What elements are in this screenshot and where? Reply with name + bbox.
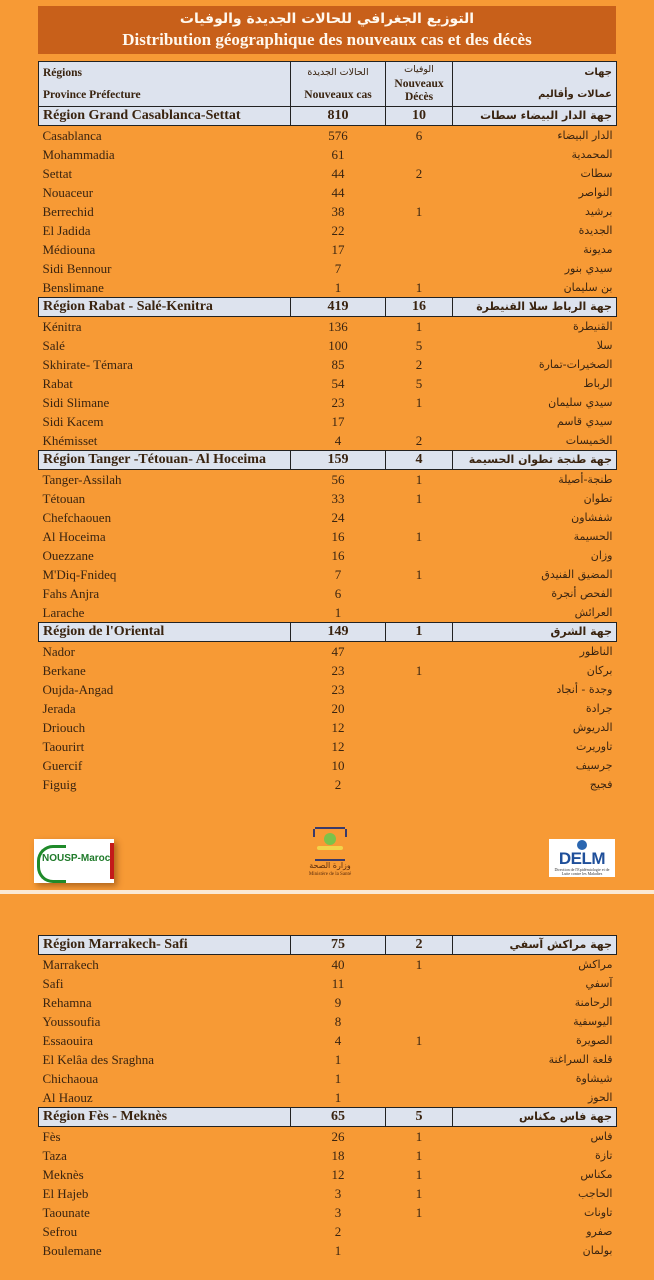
- delm-logo-text: DELM: [558, 849, 606, 868]
- province-name-fr: Sidi Slimane: [42, 395, 110, 410]
- province-deaths: 1: [415, 1129, 423, 1144]
- distribution-table-part-1: [38, 61, 617, 794]
- province-row: [39, 374, 617, 393]
- province-deaths: [386, 1012, 453, 1031]
- region-name-ar: جهة الدار البيضاء سطات: [453, 107, 617, 126]
- province-name-ar: الصويرة: [575, 1034, 613, 1047]
- region-deaths: 2: [386, 936, 453, 955]
- title-french: Distribution géographique des nouveaux cas et des décès: [122, 30, 532, 49]
- province-name-ar: صفرو: [586, 1225, 613, 1238]
- delm-subtitle: Direction de l'Epidémiologie et de Lutte contre les Maladies: [554, 867, 610, 876]
- province-name-ar: بن سليمان: [563, 281, 613, 294]
- province-cases: 40: [331, 957, 345, 972]
- province-cases: 44: [331, 185, 345, 200]
- province-name-fr: Al Hoceima: [42, 529, 106, 544]
- province-deaths: [386, 718, 453, 737]
- province-cases: 12: [331, 1167, 345, 1182]
- province-deaths: 1: [415, 1167, 423, 1182]
- region-name-fr: Région Rabat - Salé-Kenitra: [39, 298, 291, 317]
- province-name-fr: Oujda-Angad: [42, 682, 114, 697]
- province-row: [39, 259, 617, 278]
- nousp-logo: [34, 839, 114, 883]
- province-deaths: 1: [415, 1186, 423, 1201]
- region-name-ar: جهة طنجة تطوان الحسيمة: [453, 451, 617, 470]
- province-deaths: 1: [415, 1033, 423, 1048]
- province-name-ar: شفشاون: [571, 511, 613, 524]
- header-regions-fr: Régions: [43, 67, 82, 79]
- region-name-fr: Région Fès - Meknès: [39, 1108, 291, 1127]
- province-cases: 4: [334, 433, 342, 448]
- province-name-fr: Marrakech: [42, 957, 99, 972]
- province-row: [39, 756, 617, 775]
- province-name-ar: الدريوش: [572, 721, 613, 734]
- province-cases: 9: [334, 995, 342, 1010]
- province-name-ar: شيشاوة: [575, 1072, 613, 1085]
- province-name-fr: Meknès: [42, 1167, 84, 1182]
- province-name-ar: الحسيمة: [573, 530, 613, 543]
- region-cases: 65: [291, 1108, 386, 1127]
- province-name-ar: وجدة - أنجاد: [556, 683, 613, 696]
- province-name-fr: El Jadida: [42, 223, 91, 238]
- province-cases: 136: [328, 319, 348, 334]
- province-name-fr: Sidi Bennour: [42, 261, 112, 276]
- region-name-ar: جهة مراكش آسفي: [453, 936, 617, 955]
- province-row: [39, 1031, 617, 1050]
- province-deaths: [386, 412, 453, 431]
- province-deaths: [386, 1088, 453, 1108]
- province-row: [39, 126, 617, 146]
- province-name-fr: El Kelâa des Sraghna: [42, 1052, 155, 1067]
- province-name-fr: Sefrou: [42, 1224, 78, 1239]
- title-banner: [38, 6, 616, 54]
- province-name-fr: Salé: [42, 338, 65, 353]
- province-name-ar: الفحص أنجرة: [551, 587, 613, 600]
- province-row: [39, 508, 617, 527]
- province-cases: 61: [331, 147, 345, 162]
- province-name-ar: الحاجب: [578, 1187, 613, 1200]
- nousp-arc-icon: [37, 845, 66, 883]
- header-deaths: [386, 62, 453, 107]
- region-deaths: 16: [386, 298, 453, 317]
- province-deaths: 1: [415, 1205, 423, 1220]
- province-name-fr: Skhirate- Témara: [42, 357, 133, 372]
- province-row: [39, 1012, 617, 1031]
- province-row: [39, 546, 617, 565]
- ministry-name-ar: وزارة الصحة: [309, 861, 351, 870]
- province-row: [39, 317, 617, 337]
- province-deaths: [386, 240, 453, 259]
- province-deaths: [386, 993, 453, 1012]
- province-name-fr: El Hajeb: [42, 1186, 89, 1201]
- province-cases: 3: [334, 1205, 342, 1220]
- province-deaths: [386, 1050, 453, 1069]
- province-cases: 6: [334, 586, 342, 601]
- province-deaths: [386, 546, 453, 565]
- province-name-ar: سيدي سليمان: [548, 396, 613, 409]
- province-cases: 23: [331, 682, 345, 697]
- header-regions-ar-cell: [453, 62, 617, 107]
- province-row: [39, 584, 617, 603]
- province-deaths: 5: [415, 338, 423, 353]
- province-cases: 3: [334, 1186, 342, 1201]
- province-cases: 7: [334, 567, 342, 582]
- province-deaths: 1: [415, 491, 423, 506]
- province-name-ar: وزان: [590, 549, 613, 562]
- province-name-fr: Youssoufia: [42, 1014, 101, 1029]
- province-row: [39, 164, 617, 183]
- province-name-ar: سلا: [596, 339, 613, 352]
- province-deaths: [386, 1241, 453, 1260]
- logos-bar: [0, 835, 654, 885]
- province-cases: 38: [331, 204, 345, 219]
- province-name-ar: القنيطرة: [573, 320, 613, 333]
- province-cases: 26: [331, 1129, 345, 1144]
- province-name-ar: الخميسات: [565, 434, 613, 447]
- province-name-fr: Chichaoua: [42, 1071, 99, 1086]
- nousp-flag-bar: [110, 843, 114, 879]
- region-deaths: 5: [386, 1108, 453, 1127]
- province-name-fr: Khémisset: [42, 433, 98, 448]
- province-name-ar: آسفي: [585, 977, 613, 990]
- province-name-fr: Figuig: [42, 777, 77, 792]
- province-name-ar: المحمدية: [571, 148, 613, 161]
- province-name-fr: Berrechid: [42, 204, 94, 219]
- province-name-fr: Taza: [42, 1148, 67, 1163]
- province-name-fr: Al Haouz: [42, 1090, 93, 1105]
- province-deaths: [386, 508, 453, 527]
- province-row: [39, 661, 617, 680]
- title-arabic: التوزيع الجغرافي للحالات الجديدة والوفيات: [179, 11, 475, 27]
- province-name-ar: جرادة: [585, 702, 613, 715]
- region-name-ar: جهة الشرق: [453, 623, 617, 642]
- region-row: [39, 298, 617, 317]
- province-deaths: 5: [415, 376, 423, 391]
- province-name-fr: Settat: [42, 166, 73, 181]
- region-deaths: 4: [386, 451, 453, 470]
- page-separator: [0, 890, 654, 894]
- province-name-ar: مكناس: [580, 1168, 613, 1181]
- province-name-ar: الصخيرات-تمارة: [538, 358, 613, 371]
- province-name-ar: بولمان: [582, 1244, 613, 1257]
- province-name-ar: الحوز: [587, 1091, 613, 1104]
- province-row: [39, 393, 617, 412]
- province-row: [39, 565, 617, 584]
- province-cases: 24: [331, 510, 345, 525]
- province-name-ar: الناظور: [579, 645, 613, 658]
- nousp-logo-text: NOUSP-Maroc: [42, 853, 111, 864]
- province-cases: 2: [334, 777, 342, 792]
- province-deaths: 1: [415, 529, 423, 544]
- province-cases: 2: [334, 1224, 342, 1239]
- province-cases: 17: [331, 414, 345, 429]
- province-name-ar: تطوان: [583, 492, 613, 505]
- province-name-fr: Larache: [42, 605, 85, 620]
- ministry-logo: [300, 827, 360, 885]
- province-deaths: 1: [415, 663, 423, 678]
- province-row: [39, 680, 617, 699]
- province-cases: 7: [334, 261, 342, 276]
- header-cases: [291, 62, 386, 107]
- province-deaths: [386, 756, 453, 775]
- province-row: [39, 183, 617, 202]
- region-name-ar: جهة الرباط سلا القنيطرة: [453, 298, 617, 317]
- province-row: [39, 221, 617, 240]
- province-name-fr: Kénitra: [42, 319, 82, 334]
- province-name-ar: النواصر: [578, 186, 613, 199]
- province-name-fr: Essaouira: [42, 1033, 94, 1048]
- header-cases-ar: الحالات الجديدة: [307, 67, 369, 78]
- province-name-fr: Benslimane: [42, 280, 104, 295]
- province-name-ar: بركان: [586, 664, 613, 677]
- province-name-fr: Safi: [42, 976, 64, 991]
- province-row: [39, 737, 617, 756]
- region-row: [39, 1108, 617, 1127]
- province-row: [39, 1050, 617, 1069]
- province-deaths: [386, 603, 453, 623]
- province-name-fr: Nador: [42, 644, 75, 659]
- header-deaths-ar: الوفيات: [404, 64, 434, 75]
- region-name-fr: Région Grand Casablanca-Settat: [39, 107, 291, 126]
- province-name-fr: Mohammadia: [42, 147, 115, 162]
- header-regions: [39, 62, 291, 107]
- header-province-ar: عمالات وأقاليم: [538, 89, 612, 100]
- province-name-ar: جرسيف: [575, 759, 613, 772]
- province-name-fr: Chefchaouen: [42, 510, 112, 525]
- ministry-name-fr: Ministère de la Santé: [308, 872, 352, 877]
- header-regions-ar: جهات: [584, 67, 612, 78]
- province-name-fr: Fès: [42, 1129, 61, 1144]
- region-cases: 810: [291, 107, 386, 126]
- province-row: [39, 642, 617, 662]
- province-deaths: 1: [415, 280, 423, 295]
- province-name-fr: Berkane: [42, 663, 86, 678]
- province-cases: 23: [331, 395, 345, 410]
- province-name-fr: Sidi Kacem: [42, 414, 104, 429]
- province-cases: 56: [331, 472, 345, 487]
- province-cases: 1: [334, 280, 342, 295]
- province-deaths: 2: [415, 166, 423, 181]
- header-cases-fr: Nouveaux cas: [304, 89, 372, 101]
- province-name-fr: Taounate: [42, 1205, 90, 1220]
- province-deaths: 1: [415, 319, 423, 334]
- province-cases: 1: [334, 1243, 342, 1258]
- province-cases: 1: [334, 1090, 342, 1105]
- province-deaths: 6: [415, 128, 423, 143]
- province-cases: 20: [331, 701, 345, 716]
- province-name-ar: الرباط: [583, 377, 613, 390]
- province-deaths: 2: [415, 357, 423, 372]
- province-cases: 11: [331, 976, 345, 991]
- region-cases: 159: [291, 451, 386, 470]
- province-name-ar: الرحامنة: [574, 996, 613, 1009]
- province-name-fr: Driouch: [42, 720, 86, 735]
- province-row: [39, 412, 617, 431]
- province-name-fr: Guercif: [42, 758, 83, 773]
- province-row: [39, 1165, 617, 1184]
- table-header-row: [39, 62, 617, 107]
- region-row: [39, 107, 617, 126]
- province-name-ar: سطات: [580, 167, 613, 180]
- province-name-ar: المضيق الفنيدق: [541, 568, 613, 581]
- province-row: [39, 1184, 617, 1203]
- province-cases: 22: [331, 223, 345, 238]
- province-row: [39, 993, 617, 1012]
- province-cases: 16: [331, 529, 345, 544]
- province-name-fr: M'Diq-Fnideq: [42, 567, 117, 582]
- header-deaths-fr-1: Nouveaux: [394, 78, 444, 90]
- ministry-wave-icon: [317, 846, 343, 850]
- province-name-ar: طنجة-أصيلة: [558, 473, 613, 486]
- province-name-ar: تاوريرت: [575, 740, 613, 753]
- region-row: [39, 623, 617, 642]
- region-name-fr: Région Marrakech- Safi: [39, 936, 291, 955]
- province-name-fr: Nouaceur: [42, 185, 94, 200]
- province-row: [39, 527, 617, 546]
- header-deaths-fr-2: Décès: [404, 91, 434, 103]
- province-deaths: [386, 699, 453, 718]
- region-deaths: 10: [386, 107, 453, 126]
- province-cases: 47: [331, 644, 345, 659]
- province-cases: 44: [331, 166, 345, 181]
- province-name-ar: سيدي قاسم: [556, 415, 613, 428]
- province-row: [39, 699, 617, 718]
- province-cases: 54: [331, 376, 345, 391]
- region-cases: 419: [291, 298, 386, 317]
- province-deaths: [386, 737, 453, 756]
- province-deaths: 2: [415, 433, 423, 448]
- province-name-ar: الدار البيضاء: [557, 129, 613, 142]
- province-cases: 8: [334, 1014, 342, 1029]
- province-deaths: [386, 584, 453, 603]
- delm-logo: [549, 839, 615, 877]
- province-row: [39, 431, 617, 451]
- province-cases: 33: [331, 491, 345, 506]
- province-row: [39, 1127, 617, 1147]
- province-name-ar: فاس: [590, 1130, 613, 1143]
- province-name-ar: قلعة السراغنة: [548, 1053, 613, 1066]
- province-deaths: [386, 1069, 453, 1088]
- province-row: [39, 1203, 617, 1222]
- province-cases: 100: [328, 338, 348, 353]
- province-name-ar: العرائش: [574, 606, 613, 619]
- province-row: [39, 1146, 617, 1165]
- province-deaths: 1: [415, 472, 423, 487]
- province-name-ar: مراكش: [578, 958, 613, 971]
- province-name-fr: Fahs Anjra: [42, 586, 100, 601]
- province-deaths: [386, 221, 453, 240]
- province-cases: 4: [334, 1033, 342, 1048]
- province-name-fr: Boulemane: [42, 1243, 102, 1258]
- province-row: [39, 470, 617, 490]
- province-deaths: [386, 145, 453, 164]
- province-name-ar: فجيج: [589, 778, 613, 791]
- province-row: [39, 1088, 617, 1108]
- province-deaths: 1: [415, 1148, 423, 1163]
- province-name-ar: تازة: [595, 1149, 613, 1162]
- province-deaths: [386, 974, 453, 993]
- distribution-table-part-2: [38, 935, 617, 1260]
- province-name-fr: Jerada: [42, 701, 76, 716]
- province-cases: 576: [328, 128, 348, 143]
- province-row: [39, 145, 617, 164]
- province-deaths: 1: [415, 567, 423, 582]
- province-row: [39, 355, 617, 374]
- province-cases: 18: [331, 1148, 345, 1163]
- province-name-ar: مديونة: [583, 243, 613, 256]
- header-province-fr: Province Préfecture: [43, 89, 141, 101]
- province-name-ar: سيدي بنور: [564, 262, 613, 275]
- province-name-ar: الجديدة: [578, 224, 613, 237]
- province-cases: 1: [334, 605, 342, 620]
- province-row: [39, 1069, 617, 1088]
- province-row: [39, 974, 617, 993]
- province-row: [39, 336, 617, 355]
- region-deaths: 1: [386, 623, 453, 642]
- province-row: [39, 775, 617, 794]
- ministry-emblem-icon: [315, 827, 345, 861]
- ministry-sun-icon: [324, 833, 336, 845]
- province-name-fr: Casablanca: [42, 128, 102, 143]
- province-cases: 17: [331, 242, 345, 257]
- region-name-ar: جهة فاس مكناس: [453, 1108, 617, 1127]
- province-name-fr: Tanger-Assilah: [42, 472, 122, 487]
- province-row: [39, 603, 617, 623]
- region-cases: 75: [291, 936, 386, 955]
- province-cases: 10: [331, 758, 345, 773]
- province-name-fr: Ouezzane: [42, 548, 94, 563]
- province-row: [39, 489, 617, 508]
- province-name-ar: تاونات: [584, 1206, 613, 1219]
- region-row: [39, 936, 617, 955]
- province-deaths: [386, 775, 453, 794]
- province-row: [39, 202, 617, 221]
- province-row: [39, 1222, 617, 1241]
- province-deaths: 1: [415, 957, 423, 972]
- province-deaths: 1: [415, 395, 423, 410]
- province-deaths: [386, 1222, 453, 1241]
- province-cases: 12: [331, 739, 345, 754]
- region-name-fr: Région Tanger -Tétouan- Al Hoceima: [39, 451, 291, 470]
- province-row: [39, 278, 617, 298]
- province-name-fr: Rabat: [42, 376, 73, 391]
- province-name-fr: Taourirt: [42, 739, 85, 754]
- province-deaths: [386, 259, 453, 278]
- province-name-ar: اليوسفية: [573, 1015, 613, 1028]
- region-name-fr: Région de l'Oriental: [39, 623, 291, 642]
- province-deaths: [386, 642, 453, 662]
- province-row: [39, 718, 617, 737]
- province-cases: 23: [331, 663, 345, 678]
- province-cases: 1: [334, 1071, 342, 1086]
- province-deaths: 1: [415, 204, 423, 219]
- province-name-ar: برشيد: [585, 205, 613, 218]
- province-row: [39, 955, 617, 975]
- province-cases: 16: [331, 548, 345, 563]
- province-deaths: [386, 680, 453, 699]
- province-cases: 12: [331, 720, 345, 735]
- province-name-fr: Rehamna: [42, 995, 92, 1010]
- province-row: [39, 240, 617, 259]
- province-cases: 1: [334, 1052, 342, 1067]
- province-cases: 85: [331, 357, 345, 372]
- province-deaths: [386, 183, 453, 202]
- region-row: [39, 451, 617, 470]
- province-row: [39, 1241, 617, 1260]
- province-name-fr: Tétouan: [42, 491, 86, 506]
- region-cases: 149: [291, 623, 386, 642]
- province-name-fr: Médiouna: [42, 242, 96, 257]
